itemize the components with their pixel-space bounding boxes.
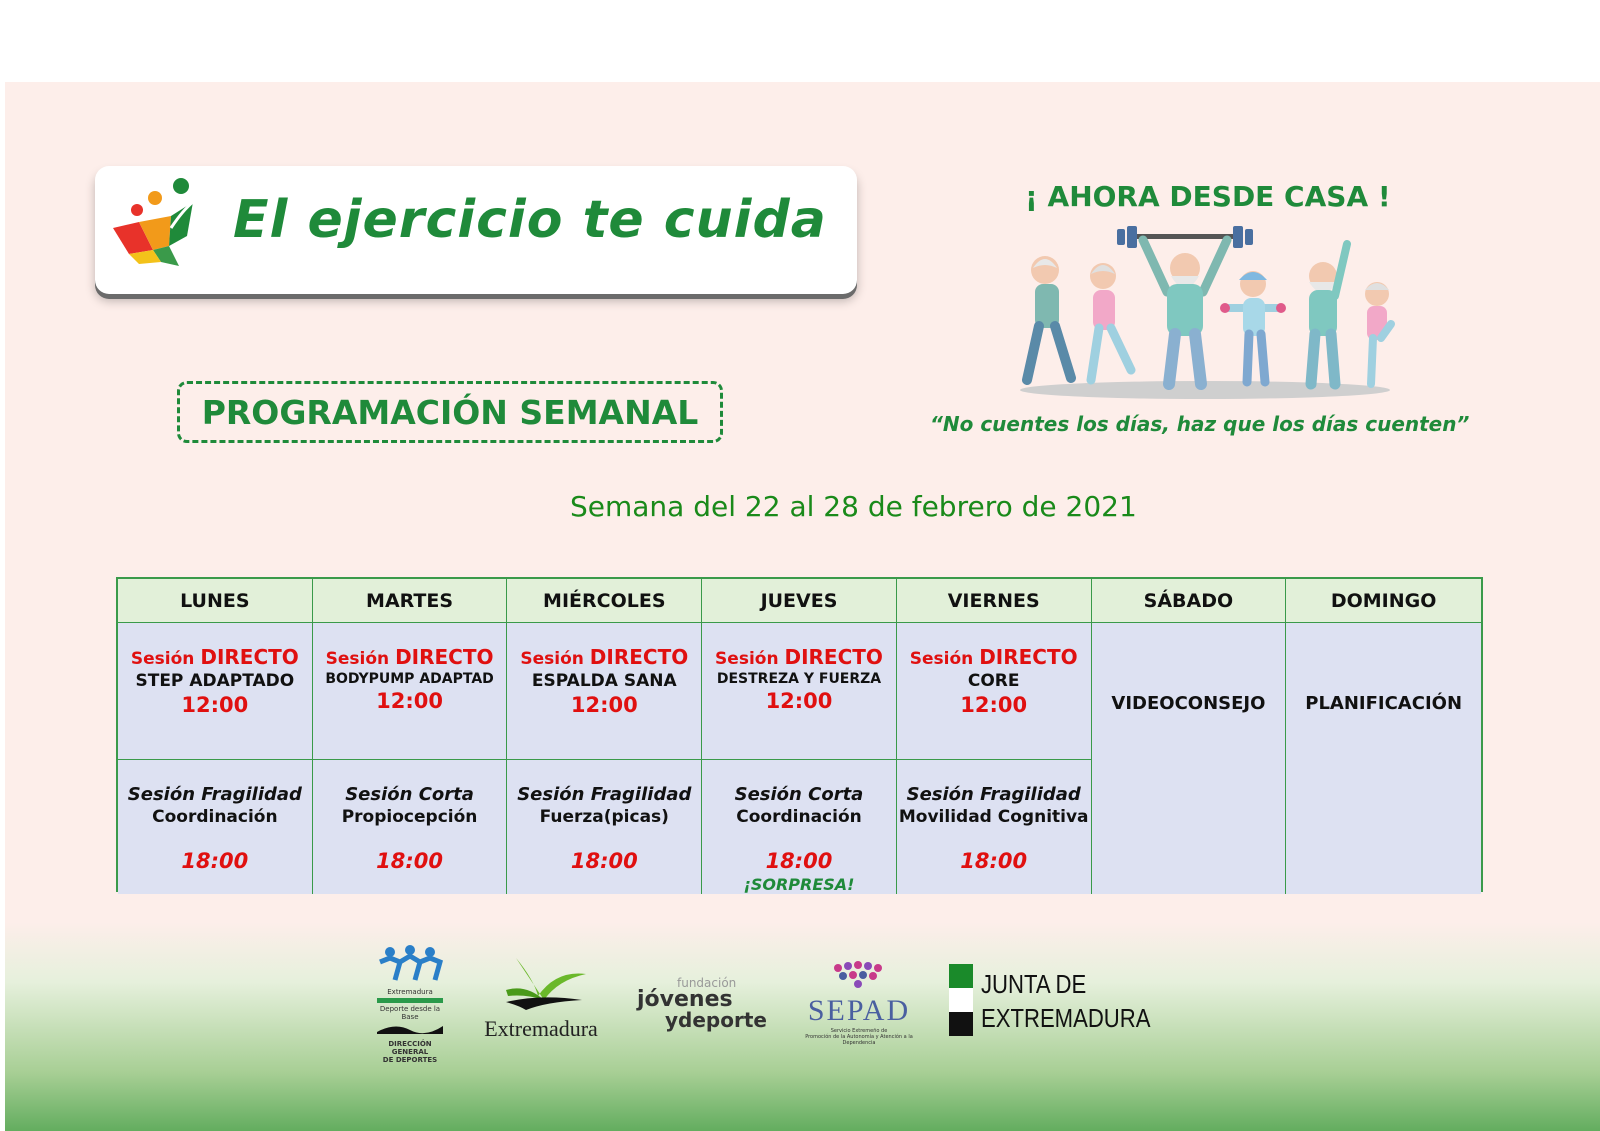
poster	[5, 82, 1600, 1131]
session-label: Sesión DIRECTO	[520, 645, 689, 669]
logo-line: jóvenes	[637, 987, 733, 1012]
brand-logo-icon	[109, 176, 201, 276]
logo-line: fundación	[677, 976, 737, 990]
weekly-schedule-table	[116, 577, 1483, 892]
logo-line: Promoción de la Autonomía y Atención a la Dependencia	[805, 1034, 913, 1046]
exercising-seniors-illustration	[1015, 220, 1400, 400]
sunday-activity: PLANIFICACIÓN	[1286, 623, 1481, 894]
day-header-sunday: DOMINGO	[1286, 579, 1481, 623]
session-time: 18:00	[181, 849, 249, 873]
evening-session-monday	[118, 760, 313, 894]
flag-green-block	[949, 964, 973, 988]
surprise-note: ¡SORPRESA!	[743, 875, 855, 894]
extremadura-swoosh-icon	[486, 950, 596, 1012]
brand-title: El ejercicio te cuida	[233, 190, 827, 250]
morning-session-monday	[118, 623, 313, 760]
session-time: 12:00	[376, 689, 443, 713]
logo-extremadura	[471, 950, 611, 1042]
session-time: 12:00	[960, 693, 1028, 717]
evening-session-wednesday	[507, 760, 702, 894]
session-label: Sesión DIRECTO	[909, 645, 1078, 669]
session-label: Sesión DIRECTO	[715, 645, 883, 669]
logo-line: JUNTA DE	[981, 969, 1087, 999]
week-range: Semana del 22 al 28 de febrero de 2021	[570, 490, 1137, 523]
sponsor-logos	[375, 940, 1155, 1064]
session-name: Propiocepción	[341, 807, 478, 827]
session-name: ESPALDA SANA	[531, 671, 677, 691]
logo-text: SEPAD	[807, 994, 911, 1027]
logo-line: Servicio Extremeño de	[830, 1028, 888, 1034]
day-header-friday: VIERNES	[897, 579, 1092, 623]
session-name: Fuerza(picas)	[539, 807, 669, 827]
motivational-quote: “No cuentes los días, haz que los días cuenten”	[930, 412, 1470, 436]
program-title-box	[177, 381, 723, 443]
brand-banner	[95, 166, 857, 294]
session-time: 18:00	[570, 849, 638, 873]
logo-line: Deporte desde la Base	[379, 1005, 441, 1021]
session-time: 18:00	[376, 849, 443, 873]
logo-line: DIRECCIÓN GENERAL	[388, 1040, 432, 1056]
session-label: Sesión Fragilidad	[906, 784, 1081, 805]
evening-session-thursday	[702, 760, 897, 894]
session-time: 18:00	[960, 849, 1028, 873]
session-time: 18:00	[765, 849, 833, 873]
dots-cluster-icon	[824, 960, 894, 990]
wave-icon	[375, 1022, 445, 1036]
day-header-monday: LUNES	[118, 579, 313, 623]
session-name: BODYPUMP ADAPTAD	[325, 671, 494, 687]
flag-white-block	[949, 988, 973, 1012]
session-label: Sesión DIRECTO	[325, 645, 494, 669]
morning-session-friday	[897, 623, 1092, 760]
green-bar	[377, 998, 443, 1003]
logo-line: EXTREMADURA	[981, 1003, 1151, 1033]
session-label: Sesión Fragilidad	[517, 784, 692, 805]
morning-session-thursday	[702, 623, 897, 760]
session-name: CORE	[967, 671, 1020, 691]
session-name: DESTREZA Y FUERZA	[716, 671, 882, 687]
session-label: Sesión Fragilidad	[127, 784, 302, 805]
logo-fundacion-jovenes-y-deporte	[637, 976, 787, 1030]
logo-line: Extremadura	[387, 988, 433, 996]
session-label: Sesión Corta	[734, 784, 864, 805]
session-label: Sesión DIRECTO	[130, 645, 299, 669]
logo-line: ydeporte	[665, 1008, 767, 1032]
program-title: PROGRAMACIÓN SEMANAL	[201, 392, 699, 432]
session-name: Coordinación	[152, 807, 278, 827]
evening-session-friday	[897, 760, 1092, 894]
day-header-wednesday: MIÉRCOLES	[507, 579, 702, 623]
people-group-icon	[375, 944, 445, 984]
evening-session-tuesday	[313, 760, 508, 894]
flag-black-block	[949, 1012, 973, 1036]
day-header-thursday: JUEVES	[702, 579, 897, 623]
morning-session-tuesday	[313, 623, 508, 760]
day-header-saturday: SÁBADO	[1092, 579, 1287, 623]
session-time: 12:00	[765, 689, 833, 713]
morning-session-wednesday	[507, 623, 702, 760]
logo-text: Extremadura	[484, 1016, 598, 1041]
logo-junta-de-extremadura	[949, 964, 1149, 1038]
session-name: Coordinación	[736, 807, 862, 827]
session-name: STEP ADAPTADO	[135, 671, 295, 691]
session-label: Sesión Corta	[345, 784, 474, 805]
logo-direccion-general-deportes	[375, 944, 445, 1064]
session-time: 12:00	[181, 693, 249, 717]
session-time: 12:00	[570, 693, 638, 717]
logo-line: DE DEPORTES	[382, 1056, 438, 1064]
logo-sepad	[789, 960, 929, 1046]
tagline: ¡ AHORA DESDE CASA !	[1025, 180, 1391, 213]
session-name: Movilidad Cognitiva	[898, 807, 1089, 827]
saturday-activity: VIDEOCONSEJO	[1092, 623, 1287, 894]
day-header-tuesday: MARTES	[313, 579, 508, 623]
